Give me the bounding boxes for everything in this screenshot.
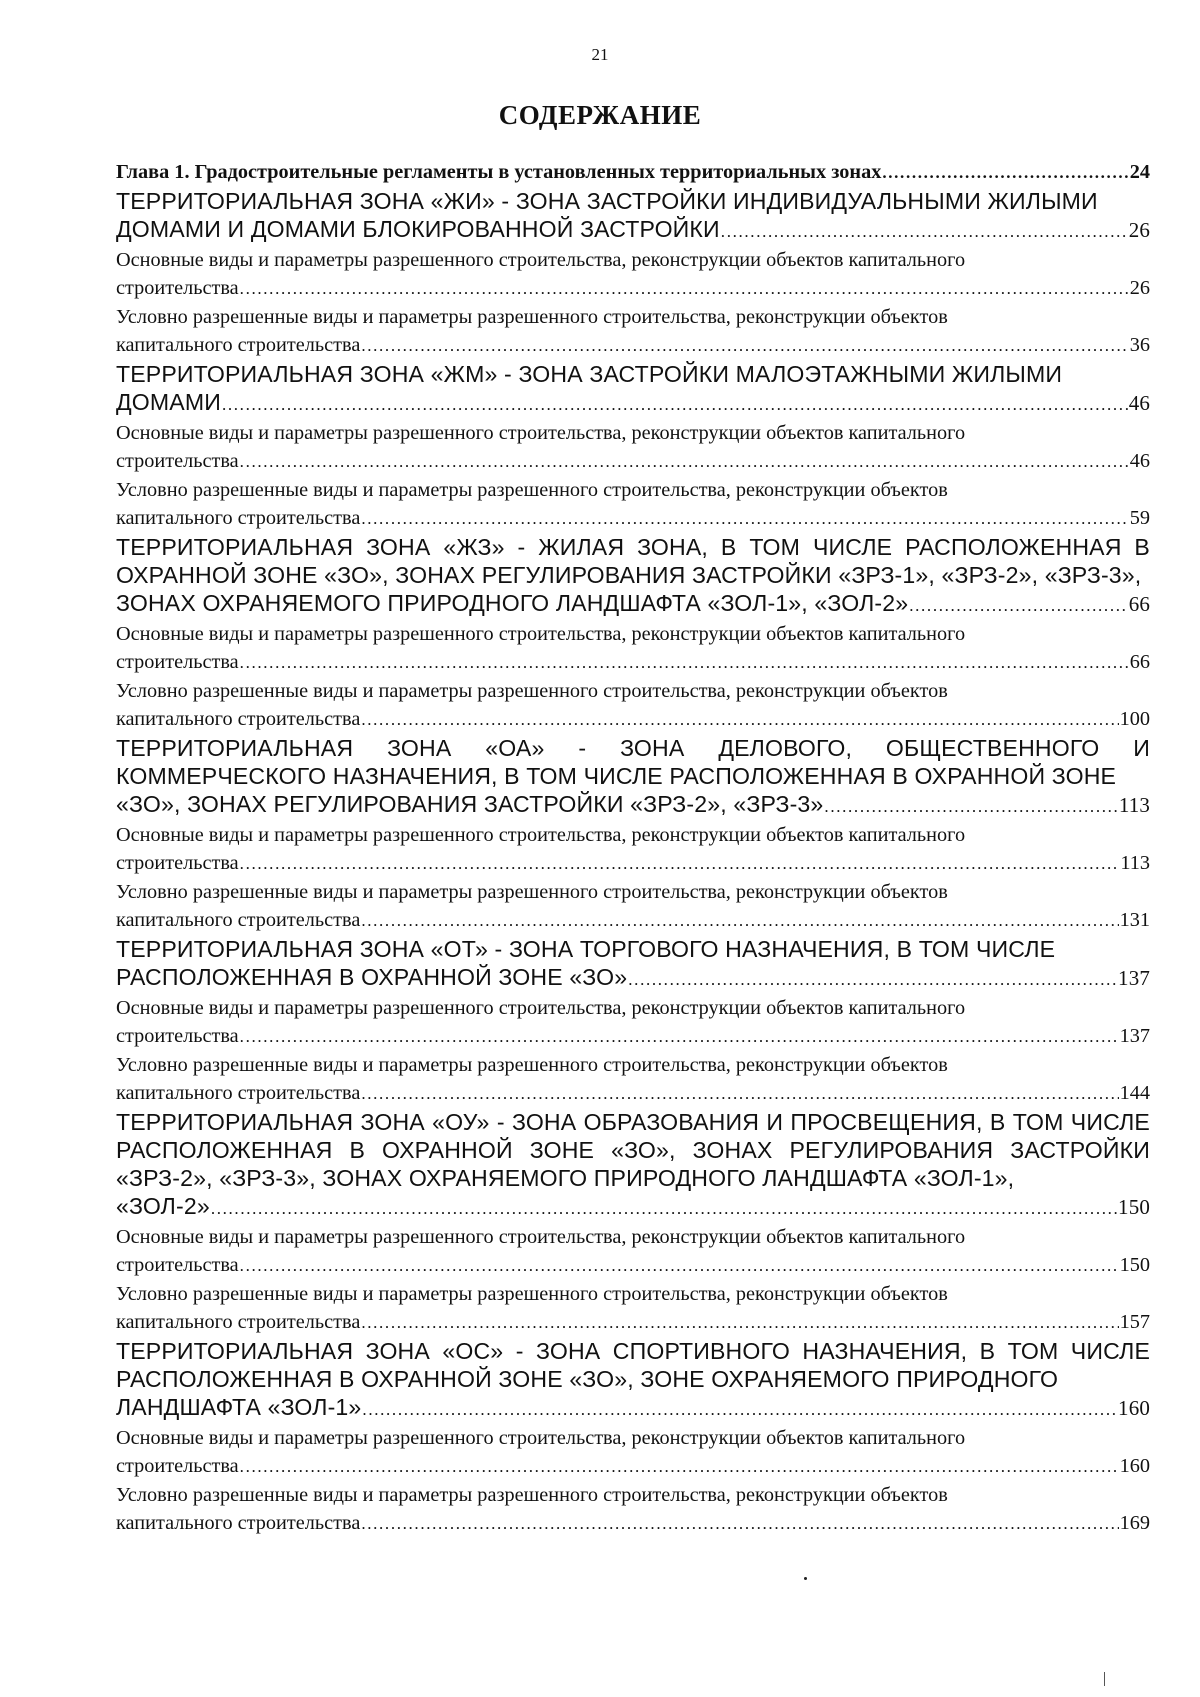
toc-entry-text: ТЕРРИТОРИАЛЬНАЯ ЗОНА «ЖМ» - ЗОНА ЗАСТРОЙКИ МАЛОЭТАЖНЫМИ ЖИЛЫМИ [116, 361, 1063, 387]
toc-entry-last-line [116, 1079, 1150, 1108]
toc-entry-title-end: «ЗОЛ-2» [116, 1193, 210, 1219]
toc-entry-title-end: ЗОНАХ ОХРАНЯЕМОГО ПРИРОДНОГО ЛАНДШАФТА «ЗОЛ-1», «ЗОЛ-2» [116, 590, 909, 616]
scan-edge-mark [1104, 1672, 1105, 1686]
toc-entry-last-line [116, 158, 1150, 187]
toc-page-number: 150 [1118, 1195, 1150, 1219]
toc-entry-text: Основные виды и параметры разрешенного строительства, реконструкции объектов капитального [116, 422, 966, 444]
toc-page-number: 160 [1119, 1455, 1150, 1477]
toc-page-number: 157 [1119, 1311, 1150, 1333]
toc-entry-title-end: ДОМАМИ И ДОМАМИ БЛОКИРОВАННОЙ ЗАСТРОЙКИ [116, 216, 720, 242]
toc-page-number: 131 [1119, 909, 1150, 931]
toc-page-number: 24 [1129, 161, 1150, 183]
toc-entry-sub[interactable] [116, 1481, 1150, 1538]
toc-page-number: 26 [1128, 218, 1150, 242]
toc-entry-text: ТЕРРИТОРИАЛЬНАЯ ЗОНА «ОУ» - ЗОНА ОБРАЗОВАНИЯ И ПРОСВЕЩЕНИЯ, В ТОМ ЧИСЛЕ РАСПОЛОЖЕННАЯ В ОХРАННОЙ ЗОНЕ «ЗО», ЗОНАХ РЕГУЛИРОВАНИЯ ЗАСТРОЙКИ «ЗРЗ-2», «ЗРЗ-3», ЗОНАХ ОХРАНЯЕМОГО ПРИРОДНОГО ЛАНДШАФТА «ЗОЛ-1», [116, 1109, 1150, 1191]
toc-page-number: 66 [1129, 651, 1150, 673]
toc-entry-last-line [116, 215, 1150, 246]
dot-leader [361, 706, 1118, 734]
toc-entry-title-end: строительства [116, 1455, 239, 1477]
dot-leader [721, 218, 1128, 246]
toc-page-number: 46 [1129, 450, 1150, 472]
toc-page-number: 26 [1129, 277, 1150, 299]
dot-leader [882, 159, 1128, 187]
toc-page-number: 36 [1129, 334, 1150, 356]
toc-entry-title-end: капитального строительства [116, 507, 361, 529]
toc-entry-sub[interactable] [116, 1223, 1150, 1280]
toc-entry-text: ТЕРРИТОРИАЛЬНАЯ ЗОНА «ОС» - ЗОНА СПОРТИВНОГО НАЗНАЧЕНИЯ, В ТОМ ЧИСЛЕ РАСПОЛОЖЕННАЯ В ОХРАННОЙ ЗОНЕ «ЗО», ЗОНЕ ОХРАНЯЕМОГО ПРИРОДНОГО [116, 1338, 1150, 1392]
toc-entry-text: Условно разрешенные виды и параметры разрешенного строительства, реконструкции объектов [116, 1484, 948, 1506]
toc-entry-title-end: капитального строительства [116, 1082, 361, 1104]
toc-entry-sub[interactable] [116, 994, 1150, 1051]
toc-entry-title-end: капитального строительства [116, 909, 361, 931]
dot-leader [240, 1023, 1119, 1051]
toc-page-number: 150 [1119, 1254, 1150, 1276]
dot-leader [240, 1252, 1119, 1280]
toc-entry-sub[interactable] [116, 1424, 1150, 1481]
table-of-contents [116, 158, 1150, 1538]
toc-entry-text: Условно разрешенные виды и параметры разрешенного строительства, реконструкции объектов [116, 881, 948, 903]
toc-entry-last-line [116, 1022, 1150, 1051]
toc-entry-sub[interactable] [116, 821, 1150, 878]
toc-entry-last-line [116, 1251, 1150, 1280]
toc-entry-title-end: строительства [116, 277, 239, 299]
toc-entry-sub[interactable] [116, 878, 1150, 935]
dot-leader [824, 793, 1117, 821]
toc-page-number: 137 [1118, 966, 1150, 990]
toc-entry-zone[interactable] [116, 1108, 1150, 1223]
toc-entry-text: Условно разрешенные виды и параметры разрешенного строительства, реконструкции объектов [116, 1283, 948, 1305]
toc-page-number: 137 [1119, 1025, 1150, 1047]
toc-entry-zone[interactable] [116, 734, 1150, 821]
toc-entry-text: Условно разрешенные виды и параметры разрешенного строительства, реконструкции объектов [116, 479, 948, 501]
toc-entry-last-line [116, 1393, 1150, 1424]
toc-page-number: 169 [1119, 1512, 1150, 1534]
dot-leader [361, 1309, 1118, 1337]
toc-entry-chapter[interactable] [116, 158, 1150, 187]
toc-entry-last-line [116, 790, 1150, 821]
toc-entry-sub[interactable] [116, 620, 1150, 677]
toc-page-number: 46 [1128, 391, 1150, 415]
toc-entry-last-line [116, 906, 1150, 935]
toc-page-number: 59 [1129, 507, 1150, 529]
toc-entry-title-end: капитального строительства [116, 334, 361, 356]
toc-entry-last-line [116, 447, 1150, 476]
toc-page-number: 100 [1119, 708, 1150, 730]
dot-leader [361, 332, 1128, 360]
dot-leader [240, 1453, 1119, 1481]
toc-entry-sub[interactable] [116, 419, 1150, 476]
toc-entry-zone[interactable] [116, 187, 1150, 246]
dot-leader [361, 1080, 1118, 1108]
toc-entry-text: ТЕРРИТОРИАЛЬНАЯ ЗОНА «ЖИ» - ЗОНА ЗАСТРОЙКИ ИНДИВИДУАЛЬНЫМИ ЖИЛЫМИ [116, 188, 1098, 214]
dot-leader [240, 850, 1120, 878]
dot-leader [361, 907, 1118, 935]
toc-entry-sub[interactable] [116, 303, 1150, 360]
toc-entry-last-line [116, 1308, 1150, 1337]
toc-entry-last-line [116, 705, 1150, 734]
toc-entry-title-end: «ЗО», ЗОНАХ РЕГУЛИРОВАНИЯ ЗАСТРОЙКИ «ЗРЗ-2», «ЗРЗ-3» [116, 791, 824, 817]
toc-entry-last-line [116, 1452, 1150, 1481]
toc-entry-zone[interactable] [116, 935, 1150, 994]
toc-entry-last-line [116, 963, 1150, 994]
toc-entry-text: Основные виды и параметры разрешенного строительства, реконструкции объектов капитального [116, 997, 966, 1019]
toc-page-number: 66 [1128, 592, 1150, 616]
dot-leader [628, 966, 1117, 994]
toc-entry-title-end: Глава 1. Градостроительные регламенты в установленных территориальных зонах [116, 161, 882, 183]
dot-leader [909, 592, 1127, 620]
dot-leader [222, 391, 1128, 419]
toc-page-number: 113 [1118, 793, 1150, 817]
toc-entry-last-line [116, 648, 1150, 677]
toc-entry-zone[interactable] [116, 360, 1150, 419]
toc-entry-title-end: капитального строительства [116, 1512, 361, 1534]
toc-entry-last-line [116, 331, 1150, 360]
dot-leader [240, 275, 1129, 303]
toc-entry-title-end: строительства [116, 1254, 239, 1276]
toc-entry-last-line [116, 589, 1150, 620]
toc-entry-title-end: капитального строительства [116, 708, 361, 730]
toc-entry-title-end: ЛАНДШАФТА «ЗОЛ-1» [116, 1394, 362, 1420]
toc-entry-title-end: строительства [116, 1025, 239, 1047]
toc-entry-sub[interactable] [116, 677, 1150, 734]
toc-entry-title-end: строительства [116, 651, 239, 673]
dot-leader [361, 505, 1128, 533]
dot-leader [362, 1396, 1117, 1424]
toc-entry-last-line [116, 274, 1150, 303]
page-number: 21 [591, 45, 609, 64]
toc-entry-last-line [116, 388, 1150, 419]
dot-leader [240, 448, 1129, 476]
dot-leader [361, 1510, 1118, 1538]
toc-entry-title-end: строительства [116, 852, 239, 874]
toc-entry-text: Основные виды и параметры разрешенного строительства, реконструкции объектов капитального [116, 249, 966, 271]
toc-entry-text: Основные виды и параметры разрешенного строительства, реконструкции объектов капитального [116, 824, 966, 846]
toc-entry-text: ТЕРРИТОРИАЛЬНАЯ ЗОНА «ЖЗ» - ЖИЛАЯ ЗОНА, В ТОМ ЧИСЛЕ РАСПОЛОЖЕННАЯ В ОХРАННОЙ ЗОНЕ «ЗО», ЗОНАХ РЕГУЛИРОВАНИЯ ЗАСТРОЙКИ «ЗРЗ-1», «ЗРЗ-2», «ЗРЗ-3», [116, 534, 1150, 588]
dot-leader [240, 649, 1129, 677]
toc-entry-title-end: капитального строительства [116, 1311, 361, 1333]
toc-entry-sub[interactable] [116, 476, 1150, 533]
toc-entry-last-line [116, 849, 1150, 878]
toc-entry-text: Условно разрешенные виды и параметры разрешенного строительства, реконструкции объектов [116, 306, 948, 328]
toc-entry-title-end: ДОМАМИ [116, 389, 221, 415]
toc-entry-zone[interactable] [116, 1337, 1150, 1424]
toc-entry-zone[interactable] [116, 533, 1150, 620]
toc-entry-title-end: строительства [116, 450, 239, 472]
toc-entry-last-line [116, 1509, 1150, 1538]
toc-page-number: 144 [1119, 1082, 1150, 1104]
scan-speck [804, 1577, 807, 1580]
page-title: СОДЕРЖАНИЕ [498, 100, 702, 130]
toc-entry-text: ТЕРРИТОРИАЛЬНАЯ ЗОНА «ОА» - ЗОНА ДЕЛОВОГО, ОБЩЕСТВЕННОГО И КОММЕРЧЕСКОГО НАЗНАЧЕНИЯ, В ТОМ ЧИСЛЕ РАСПОЛОЖЕННАЯ В ОХРАННОЙ ЗОНЕ [116, 735, 1150, 789]
toc-entry-text: Основные виды и параметры разрешенного строительства, реконструкции объектов капитального [116, 1427, 966, 1449]
toc-entry-text: Основные виды и параметры разрешенного строительства, реконструкции объектов капитального [116, 1226, 966, 1248]
toc-entry-last-line [116, 1192, 1150, 1223]
toc-entry-sub[interactable] [116, 1280, 1150, 1337]
toc-page-number: 113 [1120, 852, 1150, 874]
toc-entry-text: Основные виды и параметры разрешенного строительства, реконструкции объектов капитального [116, 623, 966, 645]
dot-leader [211, 1195, 1117, 1223]
toc-entry-title-end: РАСПОЛОЖЕННАЯ В ОХРАННОЙ ЗОНЕ «ЗО» [116, 964, 628, 990]
toc-page-number: 160 [1118, 1396, 1150, 1420]
toc-entry-text: ТЕРРИТОРИАЛЬНАЯ ЗОНА «ОТ» - ЗОНА ТОРГОВОГО НАЗНАЧЕНИЯ, В ТОМ ЧИСЛЕ [116, 936, 1056, 962]
toc-entry-text: Условно разрешенные виды и параметры разрешенного строительства, реконструкции объектов [116, 1054, 948, 1076]
toc-entry-sub[interactable] [116, 1051, 1150, 1108]
toc-entry-last-line [116, 504, 1150, 533]
toc-entry-text: Условно разрешенные виды и параметры разрешенного строительства, реконструкции объектов [116, 680, 948, 702]
toc-entry-sub[interactable] [116, 246, 1150, 303]
